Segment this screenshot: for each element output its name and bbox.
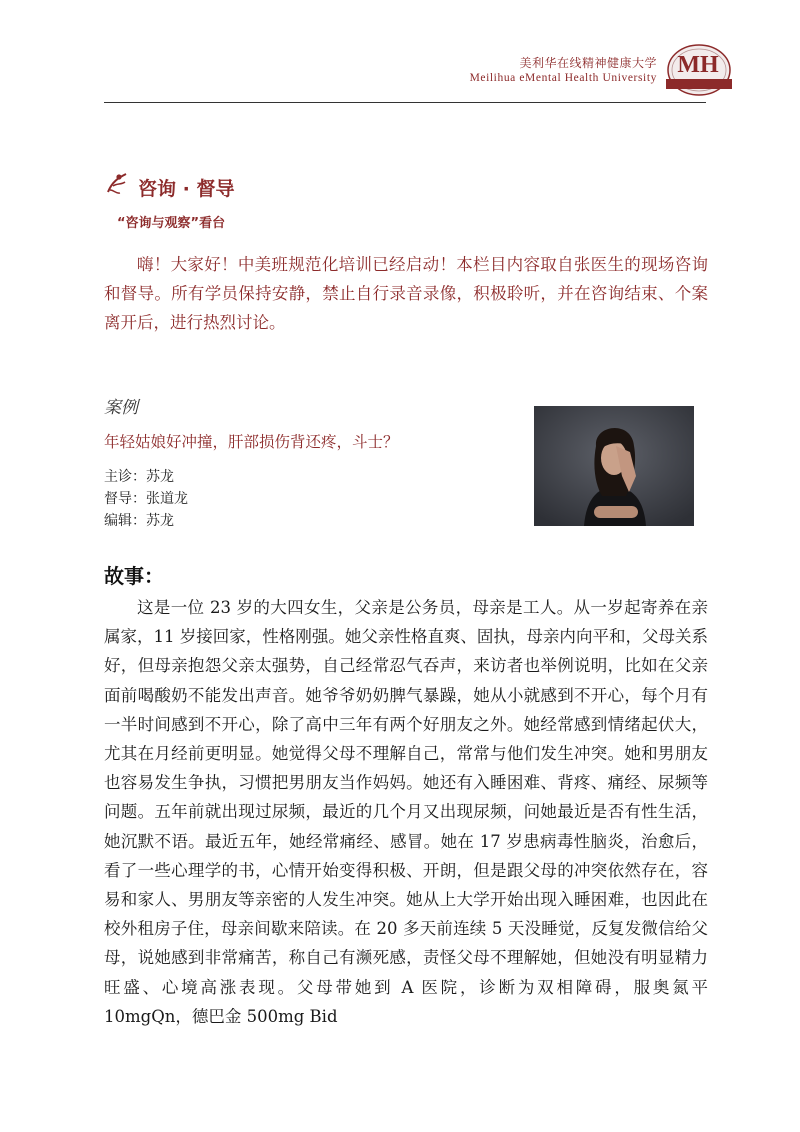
case-photo (534, 406, 694, 526)
header-divider (104, 102, 706, 103)
case-supervisor: 督导：张道龙 (104, 491, 188, 507)
logo-band (666, 79, 732, 89)
case-physician: 主诊：苏龙 (104, 469, 174, 485)
university-logo (666, 44, 732, 98)
section-intro: 嗨！大家好！中美班规范化培训已经启动！本栏目内容取自张医生的现场咨询和督导。所有学员保持安静，禁止自行录音录像，积极聆听，并在咨询结束、个案离开后，进行热烈讨论。 (104, 255, 708, 332)
story-heading: 故事： (104, 564, 164, 588)
section-subtitle: “咨询与观察”看台 (117, 216, 226, 231)
story-body: 这是一位 23 岁的大四女生，父亲是公务员，母亲是工人。从一岁起寄养在亲属家，11 岁接回家，性格刚强。她父亲性格直爽、固执，母亲内向平和，父母关系好，但母亲抱怨父亲太强势，自己经常忍气吞声，来访者也举例说明，比如在父亲面前喝酸奶不能发出声音。她爷爷奶奶脾气暴躁，她从小就感到不开心，每个月有一半时间感到不开心，除了高中三年有两个好朋友之外。她经常感到情绪起伏大，尤其在月经前更明显。她觉得父母不理解自己，常常与他们发生冲突。她和男朋友也容易发生争执，习惯把男朋友当作妈妈。她还有入睡困难、背疼、痛经、尿频等问题。五年前就出现过尿频，最近的几个月又出现尿频，问她最近是否有性生活，她沉默不语。最近五年，她经常痛经、感冒。她在 17 岁患病毒性脑炎，治愈后，看了一些心理学的书，心情开始变得积极、开朗，但是跟父母的冲突依然存在，容易和家人、男朋友等亲密的人发生冲突。她从上大学开始出现入睡困难，也因此在校外租房子住，母亲间歇来陪读。在 20 多天前连续 5 天没睡觉，反复发微信给父母，说她感到非常痛苦，称自己有濒死感，责怪父母不理解她，但她没有明显精力旺盛、心境高涨表现。父母带她到 A 医院，诊断为双相障碍，服奥氮平 10mgQn，德巴金 500mg Bid (104, 598, 708, 1026)
header-university-cn: 美利华在线精神健康大学 (519, 56, 657, 70)
logo-text: MH (677, 52, 719, 78)
case-editor: 编辑：苏龙 (104, 513, 174, 529)
case-title: 年轻姑娘好冲撞，肝部损伤背还疼，斗士？ (104, 433, 399, 451)
header-university-en: Meilihua eMental Health University (469, 72, 657, 84)
case-label: 案例 (104, 398, 138, 418)
dancer-icon (104, 170, 130, 196)
section-title: 咨询 · 督导 (138, 178, 235, 200)
